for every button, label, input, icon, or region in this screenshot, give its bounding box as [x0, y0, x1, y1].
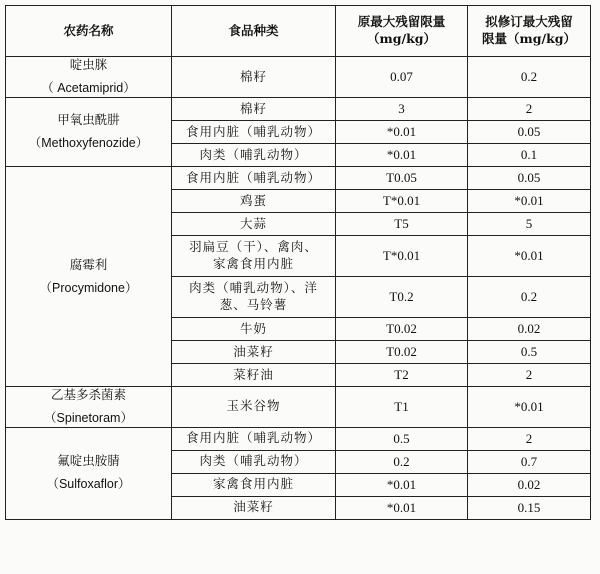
food-type-cell: 油菜籽: [172, 496, 336, 519]
proposed-limit-cell: 0.02: [468, 318, 591, 341]
proposed-limit-cell: 0.15: [468, 496, 591, 519]
food-type-cell: 鸡蛋: [172, 190, 336, 213]
pesticide-name-zh: 氟啶虫胺腈: [57, 453, 120, 469]
pesticide-name-en: （Sulfoxaflor）: [46, 477, 131, 492]
header-original-line-1: 原最大残留限量: [357, 14, 446, 30]
table-row: [6, 427, 591, 450]
proposed-limit-cell: 0.05: [468, 167, 591, 190]
header-proposed-line-1: 拟修订最大残留: [485, 14, 573, 30]
pesticide-name-cell: [6, 427, 172, 519]
food-type-line: 葱、马铃薯: [219, 297, 288, 312]
pesticide-name-cell: [6, 387, 172, 428]
original-limit-cell: 3: [336, 98, 468, 121]
proposed-limit-cell: 0.02: [468, 473, 591, 496]
header-food: 食品种类: [172, 6, 336, 57]
proposed-limit-cell: 2: [468, 364, 591, 387]
table-row: [6, 387, 591, 428]
original-limit-cell: T0.2: [336, 277, 468, 318]
proposed-limit-cell: 0.05: [468, 121, 591, 144]
original-limit-cell: 0.5: [336, 427, 468, 450]
food-type-cell: 油菜籽: [172, 341, 336, 364]
proposed-limit-cell: *0.01: [468, 236, 591, 277]
proposed-limit-cell: 0.2: [468, 57, 591, 98]
pesticide-name-en: （Spinetoram）: [44, 410, 133, 425]
food-type-cell: 棉籽: [172, 98, 336, 121]
header-proposed-line-2: 限量（mg/kg）: [482, 31, 576, 46]
food-type-cell: 家禽食用内脏: [172, 473, 336, 496]
header-row: [6, 6, 591, 57]
pesticide-name-zh: 腐霉利: [69, 256, 108, 272]
proposed-limit-cell: 0.1: [468, 144, 591, 167]
table-body: [6, 57, 591, 520]
food-type-line: 羽扁豆（干）、禽肉、: [189, 239, 318, 255]
proposed-limit-cell: 5: [468, 213, 591, 236]
original-limit-cell: *0.01: [336, 144, 468, 167]
food-type-cell: 肉类（哺乳动物）: [172, 450, 336, 473]
original-limit-cell: T1: [336, 387, 468, 428]
food-type-cell: 食用内脏（哺乳动物）: [172, 121, 336, 144]
pesticide-name-en: （Methoxyfenozide）: [28, 136, 149, 150]
food-type-cell: 肉类（哺乳动物）: [172, 144, 336, 167]
original-limit-cell: *0.01: [336, 121, 468, 144]
food-type-cell: [172, 236, 336, 277]
mrl-table: [5, 5, 591, 520]
original-limit-cell: *0.01: [336, 496, 468, 519]
food-type-cell: 菜籽油: [172, 364, 336, 387]
pesticide-name-zh: 乙基多杀菌素: [50, 387, 126, 402]
original-limit-cell: T2: [336, 364, 468, 387]
table-row: [6, 98, 591, 121]
food-type-cell: 牛奶: [172, 318, 336, 341]
proposed-limit-cell: 0.2: [468, 277, 591, 318]
pesticide-name-cell: [6, 57, 172, 98]
original-limit-cell: T0.02: [336, 341, 468, 364]
food-type-cell: 棉籽: [172, 57, 336, 98]
pesticide-name-zh: 啶虫脒: [69, 57, 108, 73]
food-type-cell: 玉米谷物: [172, 387, 336, 428]
pesticide-name-zh: 甲氧虫酰肼: [57, 112, 120, 128]
original-limit-cell: 0.07: [336, 57, 468, 98]
table-row: [6, 57, 591, 98]
food-type-line: 家禽食用内脏: [212, 256, 294, 271]
proposed-limit-cell: 0.5: [468, 341, 591, 364]
original-limit-cell: T*0.01: [336, 190, 468, 213]
header-original-line-2: （mg/kg）: [367, 31, 436, 46]
food-type-cell: [172, 277, 336, 318]
proposed-limit-cell: *0.01: [468, 190, 591, 213]
proposed-limit-cell: 2: [468, 427, 591, 450]
original-limit-cell: T0.02: [336, 318, 468, 341]
proposed-limit-cell: 0.7: [468, 450, 591, 473]
header-pesticide: 农药名称: [6, 6, 172, 57]
header-original-limit: [336, 6, 468, 57]
pesticide-name-en: （Procymidone）: [39, 280, 138, 295]
header-proposed-limit: [468, 6, 591, 57]
food-type-cell: 食用内脏（哺乳动物）: [172, 427, 336, 450]
original-limit-cell: T0.05: [336, 167, 468, 190]
original-limit-cell: T*0.01: [336, 236, 468, 277]
proposed-limit-cell: 2: [468, 98, 591, 121]
food-type-cell: 大蒜: [172, 213, 336, 236]
original-limit-cell: *0.01: [336, 473, 468, 496]
pesticide-name-cell: [6, 167, 172, 387]
original-limit-cell: T5: [336, 213, 468, 236]
original-limit-cell: 0.2: [336, 450, 468, 473]
food-type-cell: 食用内脏（哺乳动物）: [172, 167, 336, 190]
proposed-limit-cell: *0.01: [468, 387, 591, 428]
pesticide-name-en: （ Acetamiprid）: [41, 81, 136, 95]
food-type-line: 肉类（哺乳动物）、洋: [189, 280, 318, 296]
pesticide-name-cell: [6, 98, 172, 167]
table-row: [6, 167, 591, 190]
